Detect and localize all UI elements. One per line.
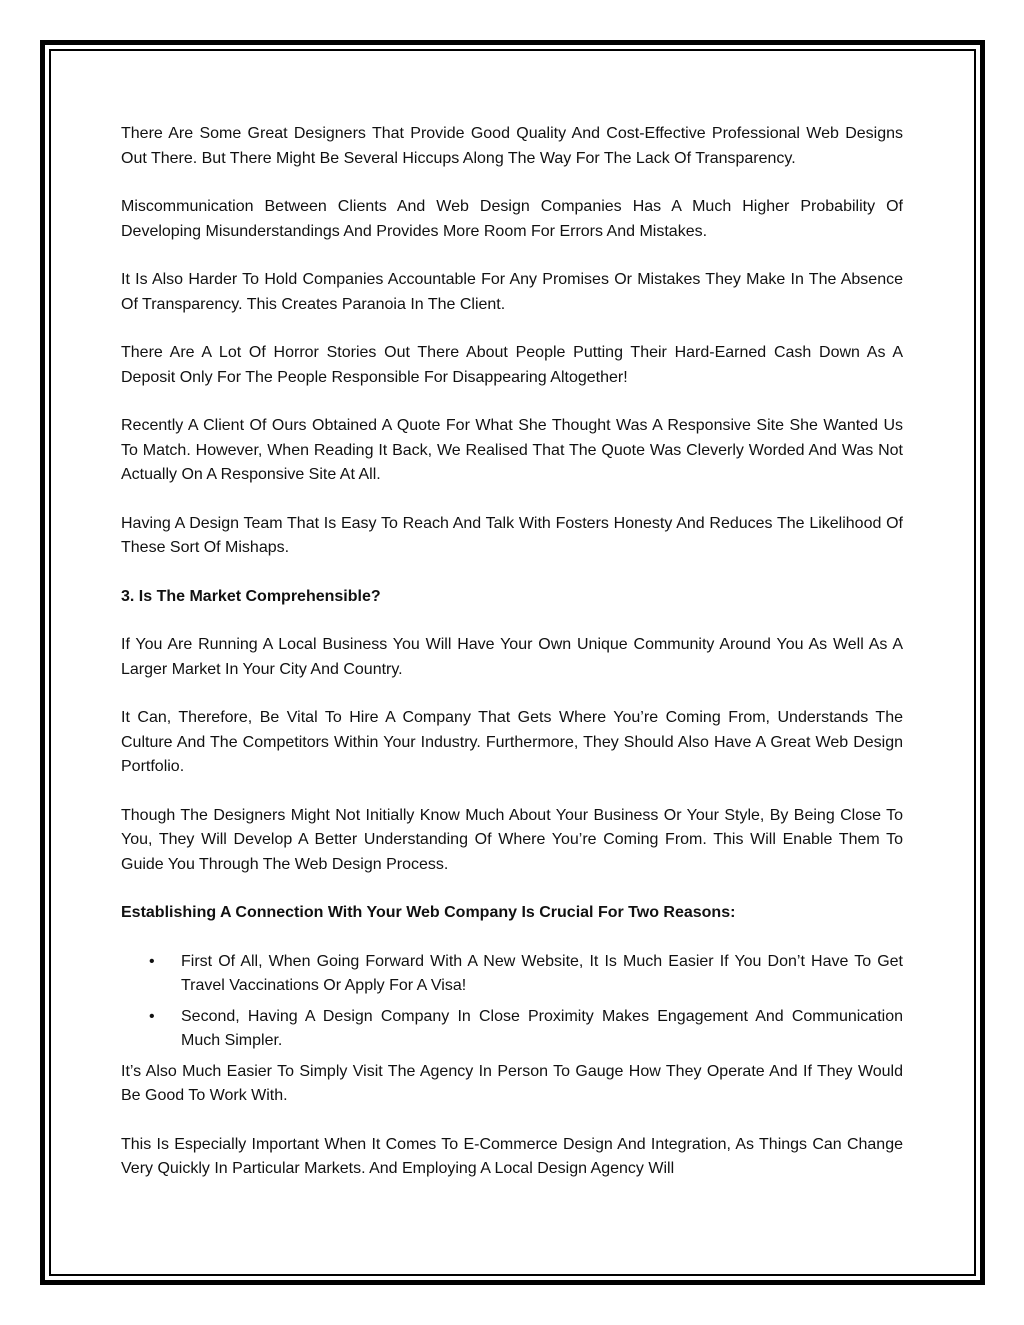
paragraph: Miscommunication Between Clients And Web Design Companies Has A Much Higher Probability Of Developing Misunderstandings And Provides More Room For Errors And Mistakes. bbox=[121, 198, 903, 240]
paragraph: Having A Design Team That Is Easy To Reach And Talk With Fosters Honesty And Reduces The Likelihood Of These Sort Of Mishaps. bbox=[121, 514, 903, 556]
list-item bbox=[121, 1005, 903, 1054]
paragraph: There Are Some Great Designers That Provide Good Quality And Cost-Effective Professional Web Designs Out There. But There Might Be Several Hiccups Along The Way For The Lack Of Transparency. bbox=[121, 125, 903, 167]
list-item bbox=[121, 950, 903, 999]
paragraph: This Is Especially Important When It Comes To E-Commerce Design And Integration, As Things Can Change Very Quickly In Particular Markets. And Employing A Local Design Agency Will bbox=[121, 1135, 903, 1177]
paragraph: It Can, Therefore, Be Vital To Hire A Company That Gets Where You’re Coming From, Understands The Culture And The Competitors Within Your Industry. Furthermore, They Should Also Have A Great Web Design Portfolio. bbox=[121, 709, 903, 775]
paragraph: It Is Also Harder To Hold Companies Accountable For Any Promises Or Mistakes They Make In The Absence Of Transparency. This Creates Paranoia In The Client. bbox=[121, 271, 903, 313]
paragraph: There Are A Lot Of Horror Stories Out There About People Putting Their Hard-Earned Cash Down As A Deposit Only For The People Responsible For Disappearing Altogether! bbox=[121, 344, 903, 386]
document-body bbox=[121, 122, 903, 1206]
paragraph: Though The Designers Might Not Initially Know Much About Your Business Or Your Style, By Being Close To You, They Will Develop A Better Understanding Of Where You’re Coming From. This Will Enable Them To Guide You Through The Web Design Process. bbox=[121, 806, 903, 873]
section-heading-market: 3. Is The Market Comprehensible? bbox=[121, 587, 381, 605]
paragraph: Recently A Client Of Ours Obtained A Quote For What She Thought Was A Responsive Site She Wanted Us To Match. However, When Reading It Back, We Realised That The Quote Was Cleverly Worded And Was Not Actually On A Responsive Site At All. bbox=[121, 417, 903, 483]
list-item-text: Second, Having A Design Company In Close Proximity Makes Engagement And Communication Much Simpler. bbox=[181, 1007, 903, 1049]
bullet-icon: • bbox=[149, 1007, 155, 1025]
paragraph: It’s Also Much Easier To Simply Visit The Agency In Person To Gauge How They Operate And If They Would Be Good To Work With. bbox=[121, 1062, 903, 1104]
paragraph: If You Are Running A Local Business You Will Have Your Own Unique Community Around You As Well As A Larger Market In Your City And Country. bbox=[121, 636, 903, 678]
bullet-icon: • bbox=[149, 952, 155, 970]
reasons-list bbox=[121, 950, 903, 1054]
list-item-text: First Of All, When Going Forward With A New Website, It Is Much Easier If You Don’t Have To Get Travel Vaccinations Or Apply For A Visa! bbox=[181, 952, 903, 994]
section-heading-connection: Establishing A Connection With Your Web Company Is Crucial For Two Reasons: bbox=[121, 904, 736, 921]
